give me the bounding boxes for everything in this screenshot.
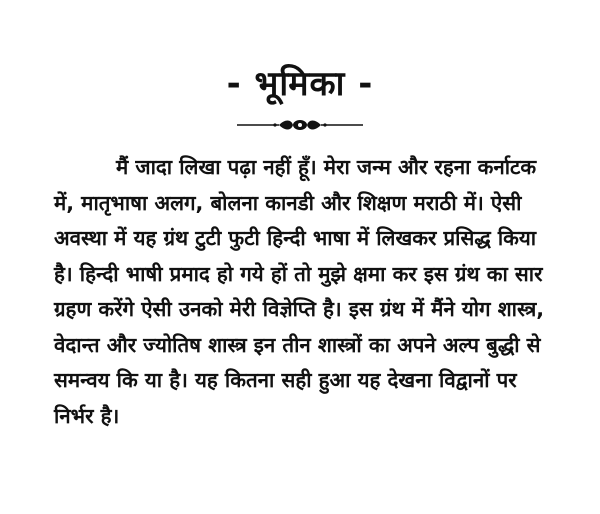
paragraph-line: ग्रहण करेंगे ऐसी उनको मेरी विज्ञेप्ति है। इस ग्रंथ में मैंने योग शास्त्र, bbox=[54, 297, 545, 321]
flourish-divider-icon bbox=[235, 116, 365, 134]
page-title: - भूमिका - bbox=[226, 64, 374, 104]
paragraph-line: है। हिन्दी भाषी प्रमाद हो गये हों तो मुझे क्षमा कर इस ग्रंथ का सार bbox=[54, 261, 543, 286]
preface-paragraph bbox=[54, 150, 574, 434]
paragraph-line: समन्वय कि या है। यह कितना सही हुआ यह देखना विद्वानों पर bbox=[54, 368, 517, 392]
paragraph-line: अवस्था में यह ग्रंथ टुटी फुटी हिन्दी भाषा में लिखकर प्रसिद्ध किया bbox=[54, 226, 537, 250]
paragraph-line: निर्भर है। bbox=[54, 403, 120, 428]
paragraph-line: वेदान्त और ज्योतिष शास्त्र इन तीन शास्त्रों का अपने अल्प बुद्धी से bbox=[54, 332, 541, 357]
paragraph-line: मैं जादा लिखा पढ़ा नहीं हूँ। मेरा जन्म और रहना कर्नाटक bbox=[116, 155, 537, 179]
paragraph-line: में, मातृभाषा अलग, बोलना कानडी और शिक्षण मराठी में। ऐसी bbox=[54, 190, 522, 215]
